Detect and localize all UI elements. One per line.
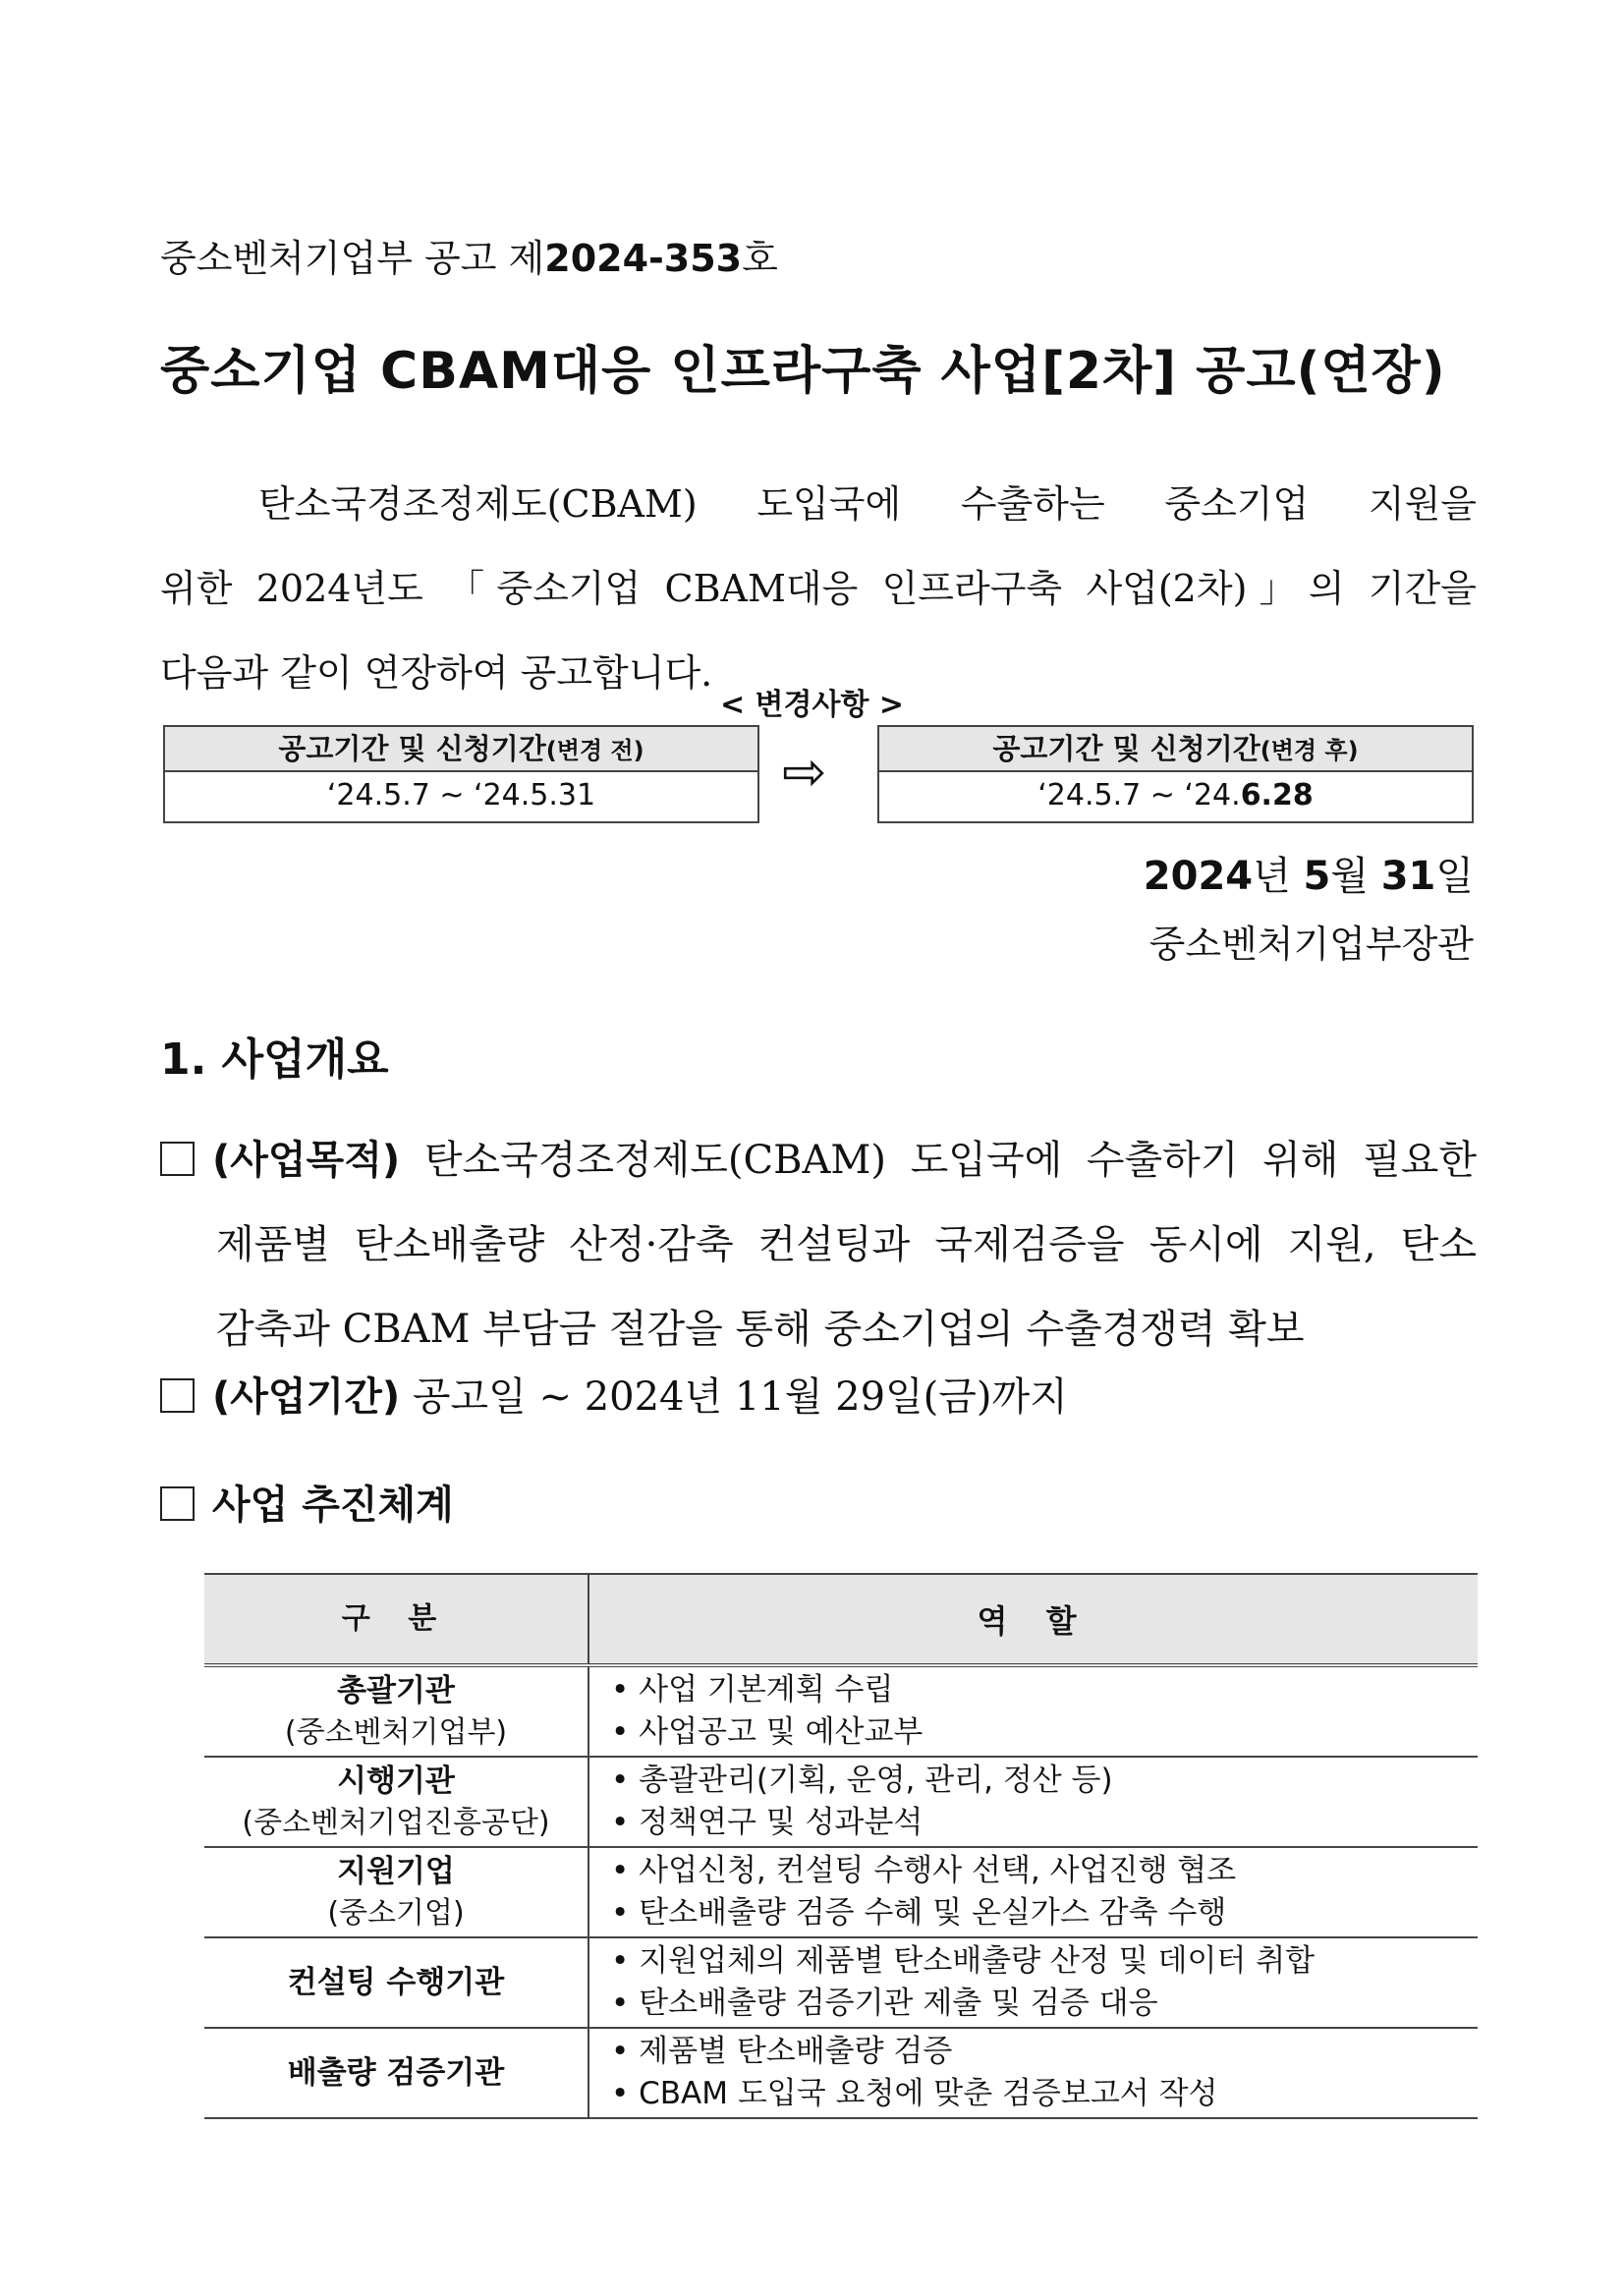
role-item: • 탄소배출량 검증기관 제출 및 검증 대응 — [611, 1986, 1158, 2021]
intro-line-3: 다음과 같이 연장하여 공고합니다. — [160, 651, 713, 695]
role-cell — [588, 1665, 1478, 1757]
publication-date — [1144, 845, 1474, 901]
table-row — [204, 1847, 1478, 1937]
table-header-row — [204, 1574, 1478, 1665]
checkbox-icon — [160, 1486, 195, 1521]
table-row — [204, 2028, 1478, 2118]
intro-line-2: 위한 2024년도 「중소기업 CBAM대응 인프라구축 사업(2차)」의 기간을 — [160, 567, 1477, 610]
role-cell — [588, 2028, 1478, 2118]
role-item: • 총괄관리(기획, 운영, 관리, 정산 등) — [611, 1763, 1113, 1798]
role-table — [204, 1573, 1478, 2119]
period-before-tag: (변경 전) — [545, 737, 644, 764]
period-before-value: ‘24.5.7 ~ ‘24.5.31 — [326, 778, 596, 812]
org-name: 총괄기관 — [337, 1672, 455, 1708]
table-row — [204, 1665, 1478, 1757]
date-month-unit: 월 — [1330, 854, 1381, 899]
org-name: 지원기업 — [337, 1853, 455, 1889]
period-after-value — [879, 772, 1472, 819]
purpose-line-1 — [160, 1118, 1477, 1203]
org-name: 배출량 검증기관 — [287, 2054, 505, 2091]
role-item: • 사업신청, 컨설팅 수행사 선택, 사업진행 협조 — [611, 1853, 1237, 1888]
period-before-box — [163, 725, 759, 823]
purpose-text-1: 탄소국경조정제도(CBAM) 도입국에 수출하기 위해 필요한 — [423, 1138, 1478, 1183]
checkbox-icon — [160, 1142, 195, 1176]
role-item: • 사업공고 및 예산교부 — [611, 1714, 924, 1750]
period-before-label: 공고기간 및 신청기간 — [278, 732, 546, 765]
period-after-tag: (변경 후) — [1260, 737, 1359, 764]
changes-heading: < 변경사항 > — [719, 688, 905, 722]
period-after-header — [879, 727, 1472, 772]
table-row — [204, 1937, 1478, 2028]
notice-suffix: 호 — [742, 237, 778, 280]
checkbox-icon — [160, 1378, 195, 1413]
role-cell — [588, 1847, 1478, 1937]
structure-item — [160, 1474, 454, 1530]
purpose-item — [160, 1118, 1477, 1372]
org-cell — [204, 1847, 588, 1937]
date-day: 31 — [1380, 854, 1436, 899]
role-item: • 제품별 탄소배출량 검증 — [611, 2034, 953, 2069]
date-year-unit: 년 — [1253, 854, 1304, 899]
org-cell — [204, 1665, 588, 1757]
org-sub: (중소기업) — [327, 1895, 465, 1931]
period-label: (사업기간) — [212, 1374, 401, 1420]
date-year: 2024 — [1143, 854, 1254, 899]
role-item: • 사업 기본계획 수립 — [611, 1672, 894, 1708]
org-name: 시행기관 — [337, 1763, 455, 1799]
period-after-label: 공고기간 및 신청기간 — [992, 732, 1260, 765]
purpose-label: (사업목적) — [212, 1138, 401, 1183]
period-item — [160, 1366, 1068, 1422]
org-cell — [204, 2028, 588, 2118]
role-item: • CBAM 도입국 요청에 맞춘 검증보고서 작성 — [611, 2076, 1218, 2111]
period-before-header — [165, 727, 757, 772]
header-category: 구 분 — [204, 1574, 588, 1665]
role-item: • 탄소배출량 검증 수혜 및 온실가스 감축 수행 — [611, 1895, 1227, 1931]
notice-prefix: 중소벤처기업부 공고 제 — [160, 237, 545, 280]
org-cell — [204, 1937, 588, 2028]
role-item: • 지원업체의 제품별 탄소배출량 산정 및 데이터 취합 — [611, 1943, 1316, 1979]
right-arrow-icon: ⇨ — [782, 741, 827, 803]
role-item: • 정책연구 및 성과분석 — [611, 1805, 924, 1840]
intro-line-1: 탄소국경조정제도(CBAM) 도입국에 수출하는 중소기업 지원을 — [258, 482, 1477, 526]
period-text: 공고일 ~ 2024년 11월 29일(금)까지 — [412, 1374, 1068, 1420]
purpose-line-3: 감축과 CBAM 부담금 절감을 통해 중소기업의 수출경쟁력 확보 — [216, 1307, 1305, 1352]
intro-paragraph — [160, 462, 1477, 715]
date-day-unit: 일 — [1435, 854, 1474, 899]
period-after-box — [877, 725, 1474, 823]
header-role: 역 할 — [588, 1574, 1478, 1665]
role-cell — [588, 1757, 1478, 1847]
document-title: 중소기업 CBAM대응 인프라구축 사업[2차] 공고(연장) — [160, 342, 1446, 401]
purpose-line-2: 제품별 탄소배출량 산정·감축 컨설팅과 국제검증을 동시에 지원, 탄소 — [216, 1222, 1477, 1267]
role-cell — [588, 1937, 1478, 2028]
table-row — [204, 1757, 1478, 1847]
org-name: 컨설팅 수행기관 — [287, 1964, 505, 2000]
issuing-ministry: 중소벤처기업부장관 — [1148, 923, 1474, 966]
structure-title: 사업 추진체계 — [212, 1483, 454, 1528]
org-sub: (중소벤처기업진흥공단) — [242, 1805, 550, 1840]
section-title: 1. 사업개요 — [160, 1035, 389, 1085]
org-cell — [204, 1757, 588, 1847]
period-after-value-end: 6.28 — [1240, 778, 1314, 812]
notice-number — [160, 228, 778, 282]
org-sub: (중소벤처기업부) — [284, 1714, 508, 1750]
period-after-value-prefix: ‘24.5.7 ~ ‘24. — [1037, 778, 1241, 812]
notice-number-value: 2024-353 — [544, 237, 743, 280]
date-month: 5 — [1303, 854, 1331, 899]
